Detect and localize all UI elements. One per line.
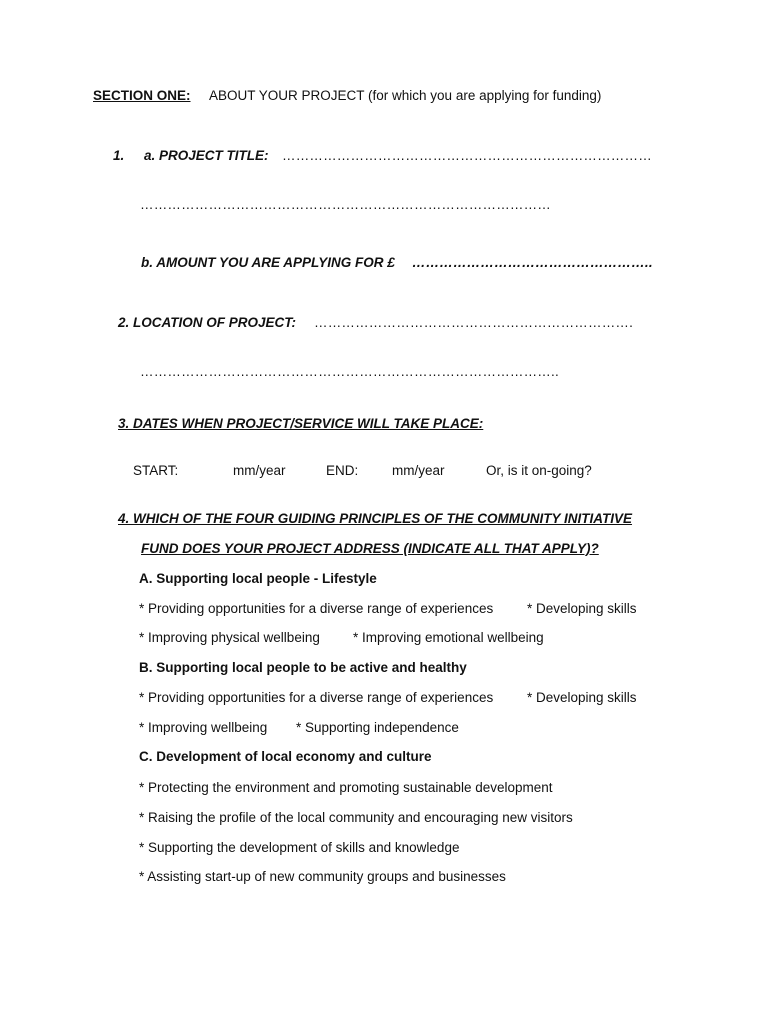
project-title-field[interactable]: ……………………………………………………………………… bbox=[282, 148, 652, 163]
start-date-field[interactable]: mm/year bbox=[233, 463, 286, 478]
amount-label: b. AMOUNT YOU ARE APPLYING FOR £ bbox=[141, 255, 395, 270]
group-b-option-supporting-independence[interactable]: * Supporting independence bbox=[296, 720, 459, 735]
amount-field[interactable]: …………………………………………….. bbox=[412, 255, 653, 270]
dates-label: 3. DATES WHEN PROJECT/SERVICE WILL TAKE PLACE: bbox=[118, 416, 484, 431]
start-label: START: bbox=[133, 463, 179, 478]
project-title-field-line2[interactable]: ……………………………………………………………………………… bbox=[140, 197, 551, 212]
group-c-option-skills-knowledge[interactable]: * Supporting the development of skills and knowledge bbox=[139, 840, 460, 855]
group-a-option-diverse-experiences[interactable]: * Providing opportunities for a diverse range of experiences bbox=[139, 601, 494, 616]
group-b-option-developing-skills[interactable]: * Developing skills bbox=[527, 690, 637, 705]
group-b-option-diverse-experiences[interactable]: * Providing opportunities for a diverse range of experiences bbox=[139, 690, 494, 705]
group-b-option-improving-wellbeing[interactable]: * Improving wellbeing bbox=[139, 720, 268, 735]
section-label: SECTION ONE: bbox=[93, 88, 191, 103]
group-a-heading: A. Supporting local people - Lifestyle bbox=[139, 571, 377, 586]
principles-label-line2: FUND DOES YOUR PROJECT ADDRESS (INDICATE ALL THAT APPLY)? bbox=[141, 541, 599, 556]
location-label: 2. LOCATION OF PROJECT: bbox=[118, 315, 297, 330]
group-a-option-developing-skills[interactable]: * Developing skills bbox=[527, 601, 637, 616]
ongoing-option[interactable]: Or, is it on-going? bbox=[486, 463, 592, 478]
section-heading: ABOUT YOUR PROJECT (for which you are applying for funding) bbox=[209, 88, 602, 103]
group-a-option-emotional-wellbeing[interactable]: * Improving emotional wellbeing bbox=[353, 630, 544, 645]
end-label: END: bbox=[326, 463, 359, 478]
principles-label-line1: 4. WHICH OF THE FOUR GUIDING PRINCIPLES OF THE COMMUNITY INITIATIVE bbox=[118, 511, 633, 526]
group-c-heading: C. Development of local economy and culture bbox=[139, 749, 432, 764]
group-b-heading: B. Supporting local people to be active and healthy bbox=[139, 660, 467, 675]
group-c-option-community-profile[interactable]: * Raising the profile of the local community and encouraging new visitors bbox=[139, 810, 573, 825]
location-field[interactable]: ……………………………………………………………. bbox=[314, 315, 634, 330]
location-field-line2[interactable]: ……………………………………………………………………………….. bbox=[140, 364, 559, 379]
project-title-label: a. PROJECT TITLE: bbox=[144, 148, 269, 163]
q1-number: 1. bbox=[113, 148, 125, 163]
group-a-option-physical-wellbeing[interactable]: * Improving physical wellbeing bbox=[139, 630, 320, 645]
group-c-option-environment[interactable]: * Protecting the environment and promoting sustainable development bbox=[139, 780, 553, 795]
group-c-option-startup[interactable]: * Assisting start-up of new community groups and businesses bbox=[139, 869, 506, 884]
end-date-field[interactable]: mm/year bbox=[392, 463, 445, 478]
